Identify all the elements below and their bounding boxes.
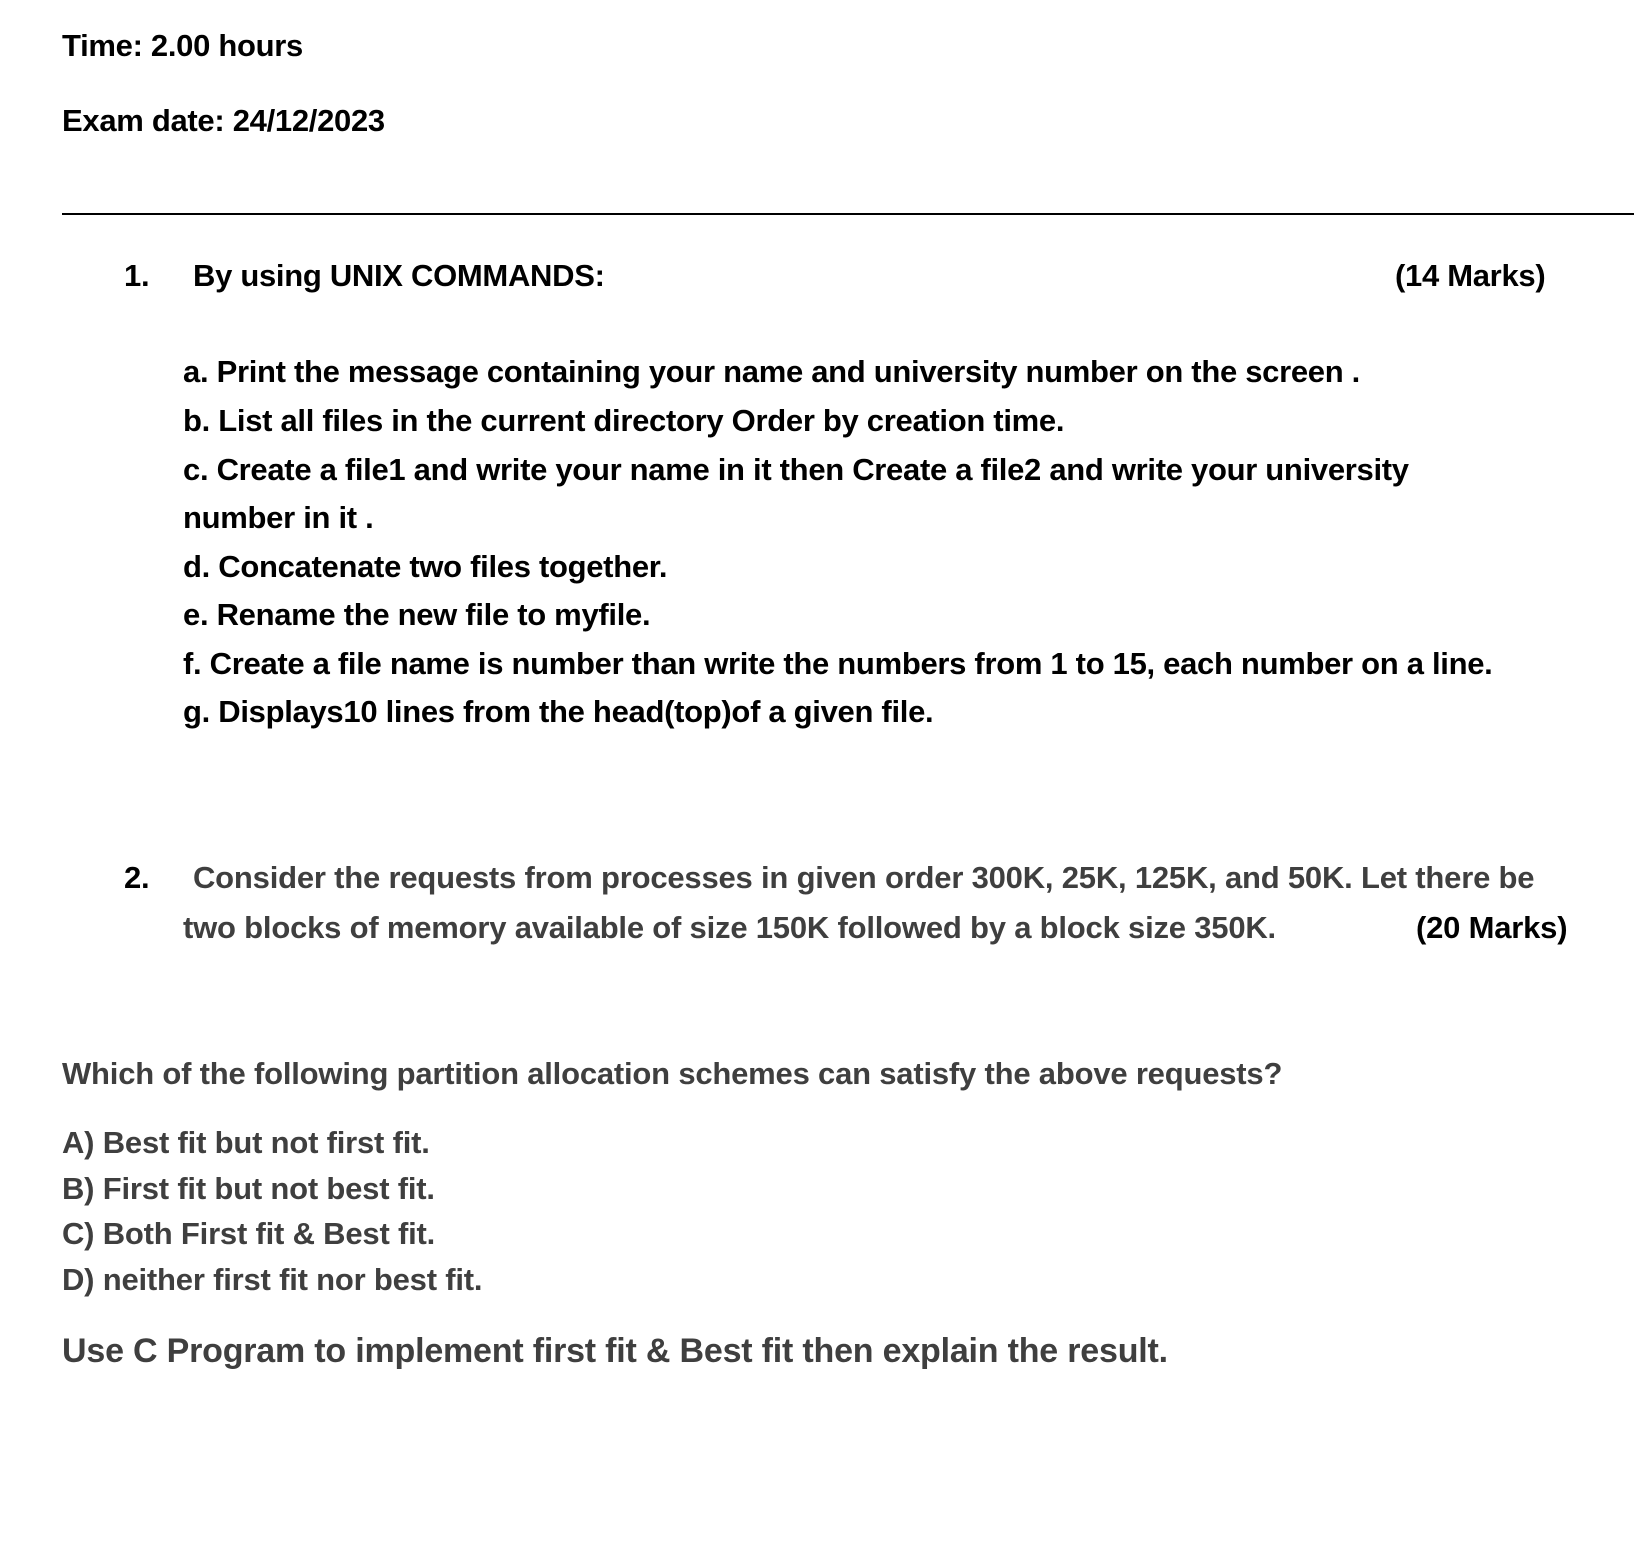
question1-item-b: b. List all files in the current directory Order by creation time. — [183, 403, 1065, 438]
question1-item-g: g. Displays10 lines from the head(top)of a given file. — [183, 694, 934, 729]
exam-time: Time: 2.00 hours — [62, 28, 303, 63]
question2-task: Use C Program to implement first fit & Best fit then explain the result. — [62, 1332, 1168, 1370]
question2-number: 2. — [124, 860, 150, 895]
question2-line2: two blocks of memory available of size 150K followed by a block size 350K. — [183, 910, 1276, 945]
question2-option-c: C) Both First fit & Best fit. — [62, 1216, 436, 1251]
question2-prompt: Which of the following partition allocation schemes can satisfy the above requests? — [62, 1056, 1283, 1091]
question1-item-e: e. Rename the new file to myfile. — [183, 597, 651, 632]
question1-item-c: c. Create a file1 and write your name in it then Create a file2 and write your university — [183, 452, 1409, 487]
question1-number: 1. — [124, 258, 150, 293]
question1-item-f: f. Create a file name is number than write the numbers from 1 to 15, each number on a line. — [183, 646, 1493, 681]
question1-marks: (14 Marks) — [1395, 258, 1546, 293]
question2-line1: Consider the requests from processes in given order 300K, 25K, 125K, and 50K. Let there be — [193, 860, 1535, 895]
exam-date: Exam date: 24/12/2023 — [62, 103, 385, 138]
question2-option-b: B) First fit but not best fit. — [62, 1171, 435, 1206]
header-divider — [62, 213, 1634, 215]
question1-item-d: d. Concatenate two files together. — [183, 549, 668, 584]
question2-option-a: A) Best fit but not first fit. — [62, 1125, 430, 1160]
question1-item-a: a. Print the message containing your name and university number on the screen . — [183, 354, 1360, 389]
question1-title: By using UNIX COMMANDS: — [193, 258, 605, 293]
question2-option-d: D) neither first fit nor best fit. — [62, 1262, 483, 1297]
question2-marks: (20 Marks) — [1416, 910, 1568, 945]
question1-item-c-cont: number in it . — [183, 500, 374, 535]
